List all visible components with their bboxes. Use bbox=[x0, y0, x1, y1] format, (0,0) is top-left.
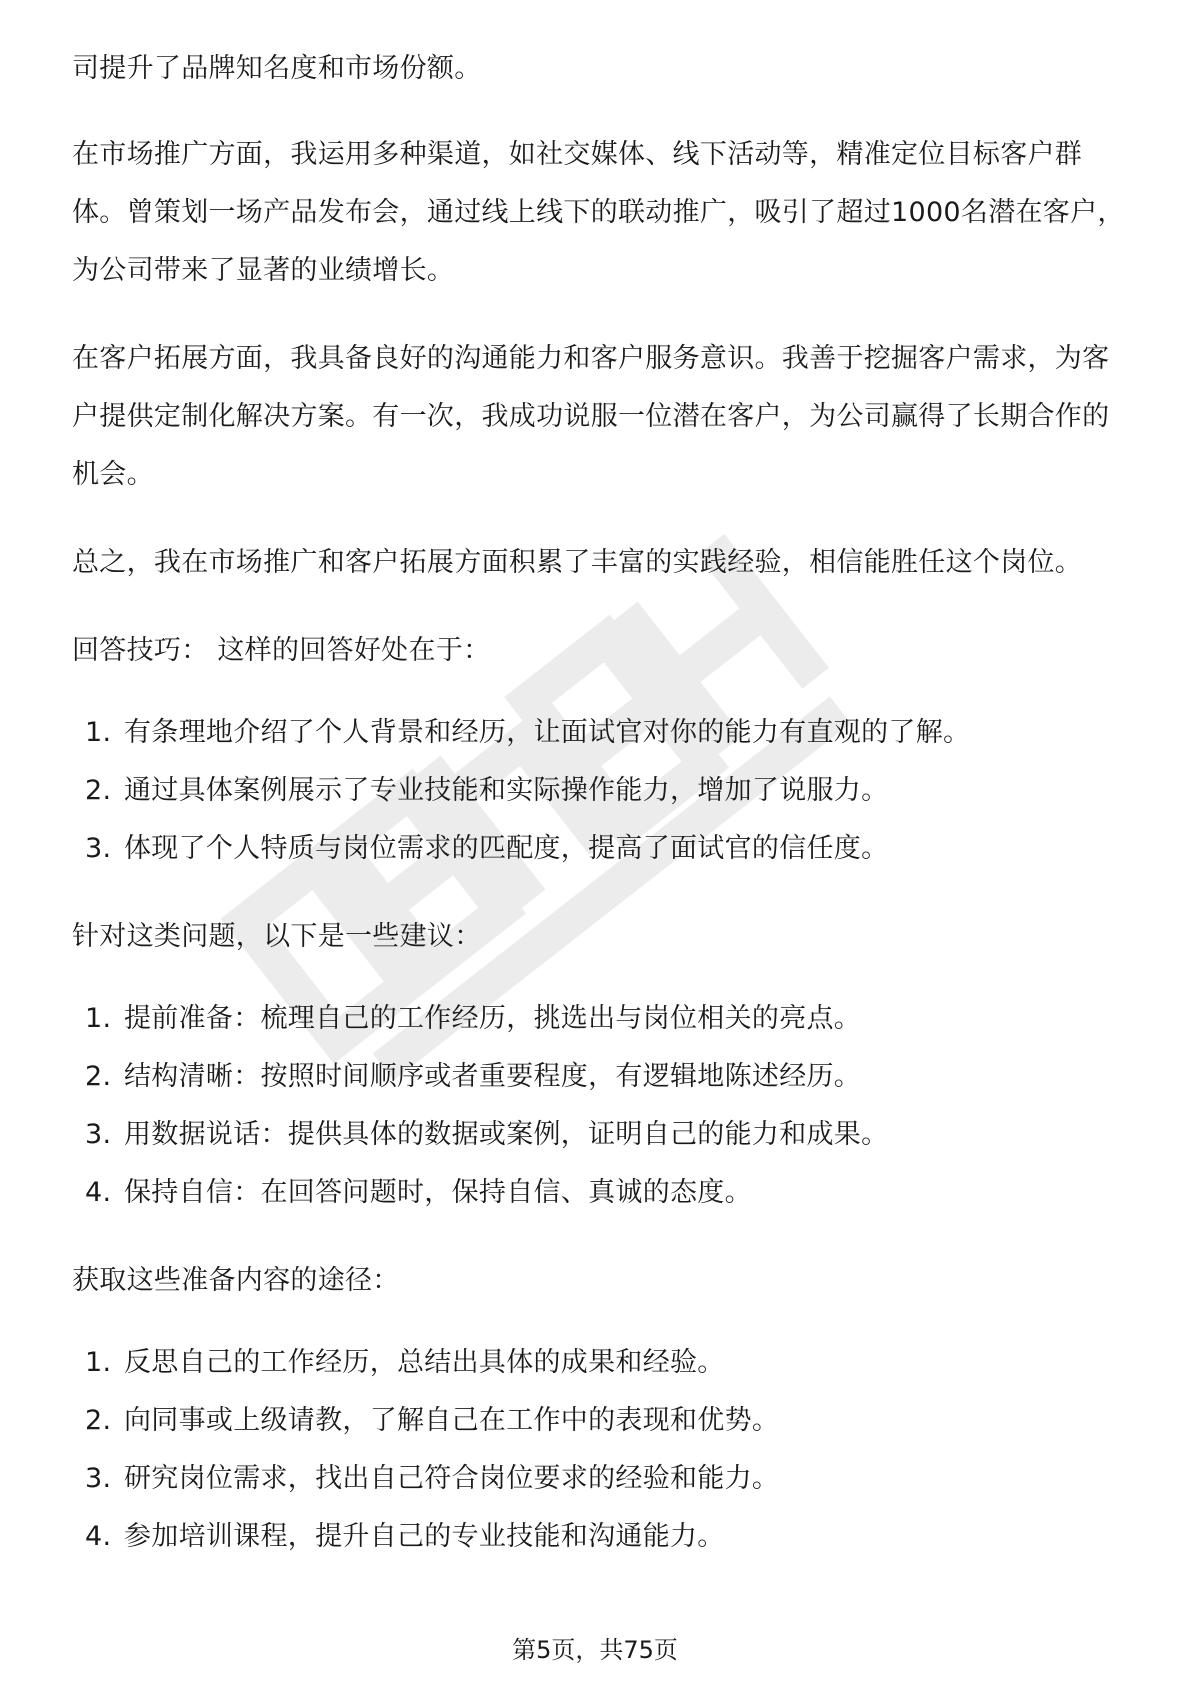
advice-list bbox=[72, 990, 1132, 1222]
list-number: 1. bbox=[85, 1003, 112, 1034]
list-item bbox=[72, 1106, 1132, 1164]
tips-heading: 回答技巧： 这样的回答好处在于： bbox=[72, 635, 491, 666]
tips-list bbox=[72, 704, 1132, 878]
list-item bbox=[72, 762, 1132, 820]
list-text: 保持自信：在回答问题时，保持自信、真诚的态度。 bbox=[124, 1177, 752, 1208]
list-text: 有条理地介绍了个人背景和经历，让面试官对你的能力有直观的了解。 bbox=[124, 717, 971, 748]
list-item bbox=[72, 1164, 1132, 1222]
paragraph: 总之，我在市场推广和客户拓展方面积累了丰富的实践经验，相信能胜任这个岗位。 bbox=[72, 547, 1083, 578]
list-text: 结构清晰：按照时间顺序或者重要程度，有逻辑地陈述经历。 bbox=[124, 1061, 862, 1092]
paragraph: 在市场推广方面，我运用多种渠道，如社交媒体、线下活动等，精准定位目标客户群体。曾策划一场产品发布会，通过线上线下的联动推广，吸引了超过1000名潜在客户，为公司带来了显著的业绩增长。 bbox=[72, 139, 1125, 286]
list-text: 通过具体案例展示了专业技能和实际操作能力，增加了说服力。 bbox=[124, 775, 889, 806]
list-text: 研究岗位需求，找出自己符合岗位要求的经验和能力。 bbox=[124, 1463, 780, 1494]
sources-heading: 获取这些准备内容的途径： bbox=[72, 1265, 400, 1296]
advice-heading: 针对这类问题，以下是一些建议： bbox=[72, 921, 482, 952]
list-item bbox=[72, 820, 1132, 878]
list-item bbox=[72, 704, 1132, 762]
paragraph: 在客户拓展方面，我具备良好的沟通能力和客户服务意识。我善于挖掘客户需求，为客户提供定制化解决方案。有一次，我成功说服一位潜在客户，为公司赢得了长期合作的机会。 bbox=[72, 343, 1110, 490]
list-item bbox=[72, 1450, 1132, 1508]
list-number: 2. bbox=[85, 1405, 112, 1436]
list-number: 1. bbox=[85, 717, 112, 748]
page-footer: 第5页，共75页 bbox=[512, 1636, 678, 1664]
list-item bbox=[72, 1334, 1132, 1392]
list-item bbox=[72, 990, 1132, 1048]
list-text: 反思自己的工作经历，总结出具体的成果和经验。 bbox=[124, 1347, 725, 1378]
list-number: 1. bbox=[85, 1347, 112, 1378]
document-body bbox=[72, 40, 1132, 1596]
list-item bbox=[72, 1048, 1132, 1106]
list-number: 4. bbox=[85, 1521, 112, 1552]
list-text: 提前准备：梳理自己的工作经历，挑选出与岗位相关的亮点。 bbox=[124, 1003, 862, 1034]
list-number: 2. bbox=[85, 775, 112, 806]
list-text: 用数据说话：提供具体的数据或案例，证明自己的能力和成果。 bbox=[124, 1119, 889, 1150]
list-text: 体现了个人特质与岗位需求的匹配度，提高了面试官的信任度。 bbox=[124, 833, 889, 864]
list-item bbox=[72, 1508, 1132, 1566]
list-number: 3. bbox=[85, 833, 112, 864]
list-text: 参加培训课程，提升自己的专业技能和沟通能力。 bbox=[124, 1521, 725, 1552]
paragraph: 司提升了品牌知名度和市场份额。 bbox=[72, 53, 482, 84]
list-item bbox=[72, 1392, 1132, 1450]
list-number: 3. bbox=[85, 1119, 112, 1150]
list-number: 3. bbox=[85, 1463, 112, 1494]
list-number: 2. bbox=[85, 1061, 112, 1092]
list-number: 4. bbox=[85, 1177, 112, 1208]
list-text: 向同事或上级请教，了解自己在工作中的表现和优势。 bbox=[124, 1405, 780, 1436]
sources-list bbox=[72, 1334, 1132, 1566]
